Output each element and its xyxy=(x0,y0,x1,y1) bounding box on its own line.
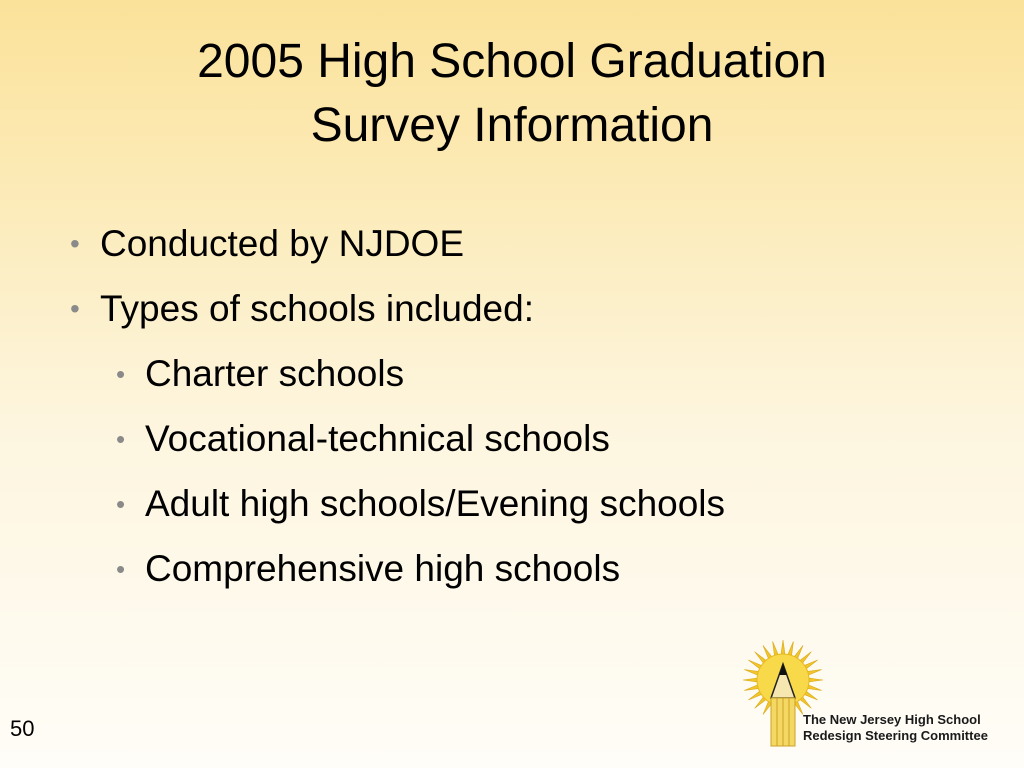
slide-title-line2: Survey Information xyxy=(310,99,714,152)
bullet-text: Types of schools included: xyxy=(100,288,534,329)
logo-line1: The New Jersey High School xyxy=(803,712,981,727)
sub-bullet-text: Adult high schools/Evening schools xyxy=(145,483,726,524)
bullet-dot-icon: • xyxy=(116,489,126,519)
bullet-item xyxy=(60,279,1000,344)
sub-bullet-item xyxy=(60,409,1000,474)
logo-line2: Redesign Steering Committee xyxy=(803,728,988,743)
sub-bullet-item xyxy=(60,474,1000,539)
sub-bullet-text: Comprehensive high schools xyxy=(145,548,621,589)
bullet-list xyxy=(60,214,1000,604)
bullet-dot-icon: • xyxy=(116,554,126,584)
bullet-dot-icon: • xyxy=(70,228,80,259)
sub-bullet-item xyxy=(60,539,1000,604)
sub-bullet-text: Charter schools xyxy=(145,353,405,394)
bullet-text: Conducted by NJDOE xyxy=(100,223,465,264)
sub-bullet-item xyxy=(60,344,1000,409)
slide-title xyxy=(0,30,1024,158)
logo-text xyxy=(803,712,988,744)
sub-bullet-text: Vocational-technical schools xyxy=(145,418,610,459)
slide-title-line1: 2005 High School Graduation xyxy=(197,35,827,88)
bullet-dot-icon: • xyxy=(116,424,126,454)
slide-number: 50 xyxy=(10,716,35,741)
bullet-dot-icon: • xyxy=(116,359,126,389)
bullet-dot-icon: • xyxy=(70,293,80,324)
bullet-item xyxy=(60,214,1000,279)
